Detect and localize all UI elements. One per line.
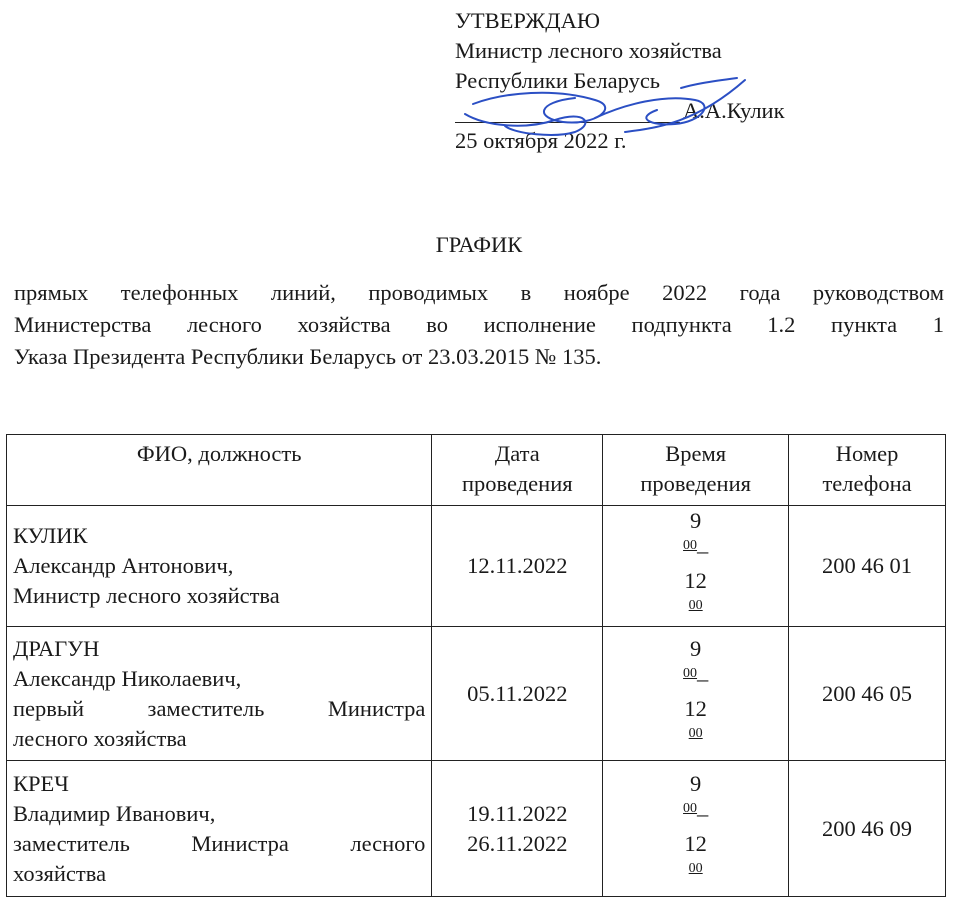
document-subtitle [14,277,944,373]
subtitle-line: Указа Президента Республики Беларусь от 23.03.2015 № 135. [14,344,602,369]
time-cell: 9 $^{00}$– 12 $^{00}$ [603,506,789,627]
signatory-name: А.А.Кулик [683,98,785,123]
time-end: 12 [684,695,707,721]
header-phone-line: телефона [822,471,912,496]
time-start-minutes: 00 [683,665,698,681]
table-row [7,506,946,627]
time-end-minutes: 00 [688,860,703,876]
person-cell [7,761,432,897]
header-phone [789,435,946,506]
time-end: 12 [684,830,707,856]
date-cell [432,761,603,897]
time-end: 12 [684,568,707,593]
date-value: 12.11.2022 [467,553,568,578]
time-start-minutes: 00 [683,800,698,816]
person-position: заместитель Министра лесного [13,830,426,856]
header-fio: ФИО, должность [7,435,432,506]
approval-heading: УТВЕРЖДАЮ [455,8,601,33]
header-time [603,435,789,506]
person-name: Владимир Иванович, [13,800,216,826]
time-start: 9 [690,635,702,661]
time-end-minutes: 00 [688,725,703,741]
date-cell [432,506,603,627]
date-value: 19.11.2022 [467,800,568,826]
person-cell [7,627,432,761]
phone-cell: 200 46 01 [789,506,946,627]
approval-position-line-2: Республики Беларусь [455,68,661,93]
schedule-table [6,434,946,897]
person-surname: КРЕЧ [13,770,69,796]
handwritten-signature [445,74,765,144]
time-cell: 9 $^{00}$– 12 $^{00}$ [603,627,789,761]
time-start: 9 [690,770,702,796]
header-date [432,435,603,506]
date-value: 26.11.2022 [467,830,568,856]
subtitle-line: Министерства лесного хозяйства во исполнение подпункта 1.2 пункта 1 [14,312,944,337]
approval-date: 25 октября 2022 г. [455,128,627,153]
person-cell [7,506,432,627]
approval-position-line-1: Министр лесного хозяйства [455,38,722,63]
table-header-row [7,435,946,506]
phone-cell: 200 46 05 [789,627,946,761]
subtitle-line: прямых телефонных линий, проводимых в ноябре 2022 года руководством [14,280,944,305]
person-surname: ДРАГУН [13,635,100,661]
person-name: Александр Антонович, [13,553,234,578]
phone-cell: 200 46 09 [789,761,946,897]
person-position: Министр лесного хозяйства [13,583,280,608]
header-date-line: проведения [462,471,573,496]
person-name: Александр Николаевич, [13,665,242,691]
date-cell [432,627,603,761]
date-value: 05.11.2022 [467,680,568,706]
time-cell: 9 $^{00}$– 12 $^{00}$ [603,761,789,897]
header-time-line: проведения [640,471,751,496]
header-phone-line: Номер [835,441,899,466]
time-end-minutes: 00 [688,598,703,613]
table-row [7,627,946,761]
time-start: 9 [690,508,702,533]
document-title: ГРАФИК [435,232,523,257]
time-start-minutes: 00 [683,538,698,553]
person-position: первый заместитель Министра [13,695,426,721]
person-position: хозяйства [13,860,107,886]
person-position: лесного хозяйства [13,725,187,751]
header-time-line: Время [665,441,727,466]
person-surname: КУЛИК [13,523,88,548]
table-row [7,761,946,897]
header-date-line: Дата [494,441,540,466]
